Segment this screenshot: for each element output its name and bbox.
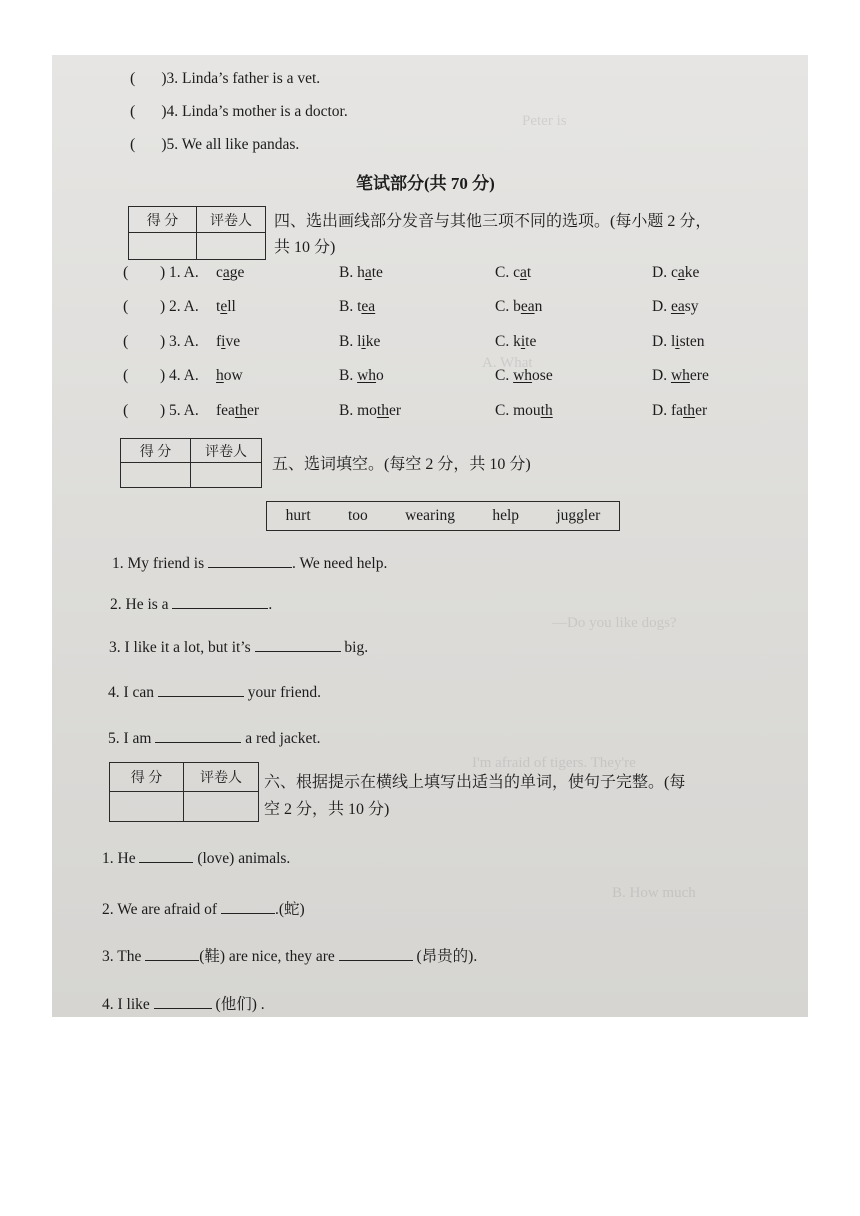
- phonics-item: [52, 333, 808, 357]
- answer-blank[interactable]: [255, 650, 341, 652]
- answer-blank[interactable]: [155, 741, 241, 743]
- section6-title-cont: 空 2 分，共 10 分): [264, 801, 390, 818]
- option-b: B. tea: [339, 298, 376, 315]
- hint-item: 3. The (鞋) are nice, they are (昂贵的).: [102, 948, 478, 965]
- section4-title: 四、选出画线部分发音与其他三项不同的选项。(每小题 2 分，: [274, 213, 712, 230]
- section4-title-cont: 共 10 分): [274, 239, 336, 256]
- bleed-through-text: A. What: [482, 355, 533, 371]
- score-table: 得 分 评卷人: [120, 438, 262, 488]
- item-number: ) 5. A.: [160, 402, 199, 419]
- option-b: B. mother: [339, 402, 402, 419]
- option-c: C. kite: [495, 333, 537, 350]
- fill-item: 3. I like it a lot, but it’s big.: [109, 639, 369, 656]
- answer-bracket[interactable]: (: [123, 402, 129, 419]
- judge-item: ( )5. We all like pandas.: [130, 136, 300, 153]
- option-d: D. cake: [652, 264, 700, 281]
- exam-paper: [52, 55, 808, 1017]
- phonics-item: [52, 298, 808, 322]
- answer-blank[interactable]: [158, 695, 244, 697]
- word-bank-item: juggler: [556, 507, 601, 524]
- option-c: C. bean: [495, 298, 543, 315]
- phonics-item: [52, 367, 808, 391]
- section5-title: 五、选词填空。(每空 2 分，共 10 分): [272, 456, 531, 473]
- answer-blank[interactable]: [221, 912, 275, 914]
- answer-bracket[interactable]: (: [123, 264, 129, 281]
- bleed-through-text: I'm afraid of tigers. They're: [472, 755, 636, 771]
- item-number: ) 3. A.: [160, 333, 199, 350]
- option-a: tell: [216, 298, 236, 315]
- bleed-through-text: Peter is: [522, 113, 567, 129]
- option-b: B. who: [339, 367, 384, 384]
- answer-bracket[interactable]: (: [123, 333, 129, 350]
- answer-blank[interactable]: [139, 861, 193, 863]
- score-table: 得 分 评卷人: [128, 206, 266, 260]
- option-d: D. where: [652, 367, 709, 384]
- option-a: cage: [216, 264, 245, 281]
- fill-item: 1. My friend is . We need help.: [112, 555, 388, 572]
- option-a: how: [216, 367, 243, 384]
- fill-item: 5. I am a red jacket.: [108, 730, 321, 747]
- answer-blank[interactable]: [154, 1007, 212, 1009]
- option-a: five: [216, 333, 241, 350]
- fill-item: 4. I can your friend.: [108, 684, 321, 701]
- judge-item: ( )3. Linda’s father is a vet.: [130, 70, 321, 87]
- word-bank-item: too: [347, 507, 368, 524]
- written-section-title: 笔试部分(共 70 分): [356, 174, 495, 193]
- option-c: C. mouth: [495, 402, 553, 419]
- option-d: D. listen: [652, 333, 705, 350]
- phonics-item: [52, 264, 808, 288]
- word-bank-item: hurt: [285, 507, 311, 524]
- phonics-item: [52, 402, 808, 426]
- answer-blank[interactable]: [145, 959, 199, 961]
- option-b: B. hate: [339, 264, 383, 281]
- answer-blank[interactable]: [339, 959, 413, 961]
- option-a: feather: [216, 402, 260, 419]
- score-table: 得 分 评卷人: [109, 762, 259, 822]
- option-c: C. cat: [495, 264, 532, 281]
- item-number: ) 4. A.: [160, 367, 199, 384]
- hint-item: 2. We are afraid of .(蛇): [102, 901, 305, 918]
- answer-bracket[interactable]: (: [123, 367, 129, 384]
- item-number: ) 1. A.: [160, 264, 199, 281]
- section6-title: 六、根据提示在横线上填写出适当的单词，使句子完整。(每: [264, 774, 686, 791]
- bleed-through-text: —Do you like dogs?: [552, 615, 677, 631]
- judge-item: ( )4. Linda’s mother is a doctor.: [130, 103, 348, 120]
- fill-item: 2. He is a .: [110, 596, 273, 613]
- option-b: B. like: [339, 333, 381, 350]
- option-d: D. easy: [652, 298, 699, 315]
- hint-item: 4. I like (他们) .: [102, 996, 265, 1013]
- option-c: C. whose: [495, 367, 553, 384]
- option-d: D. father: [652, 402, 708, 419]
- word-bank-item: help: [492, 507, 520, 524]
- answer-blank[interactable]: [208, 566, 292, 568]
- hint-item: 1. He (love) animals.: [102, 850, 291, 867]
- bleed-through-text: B. How much: [612, 885, 696, 901]
- word-bank: [266, 501, 620, 531]
- item-number: ) 2. A.: [160, 298, 199, 315]
- word-bank-item: wearing: [405, 507, 456, 524]
- answer-bracket[interactable]: (: [123, 298, 129, 315]
- answer-blank[interactable]: [172, 607, 268, 609]
